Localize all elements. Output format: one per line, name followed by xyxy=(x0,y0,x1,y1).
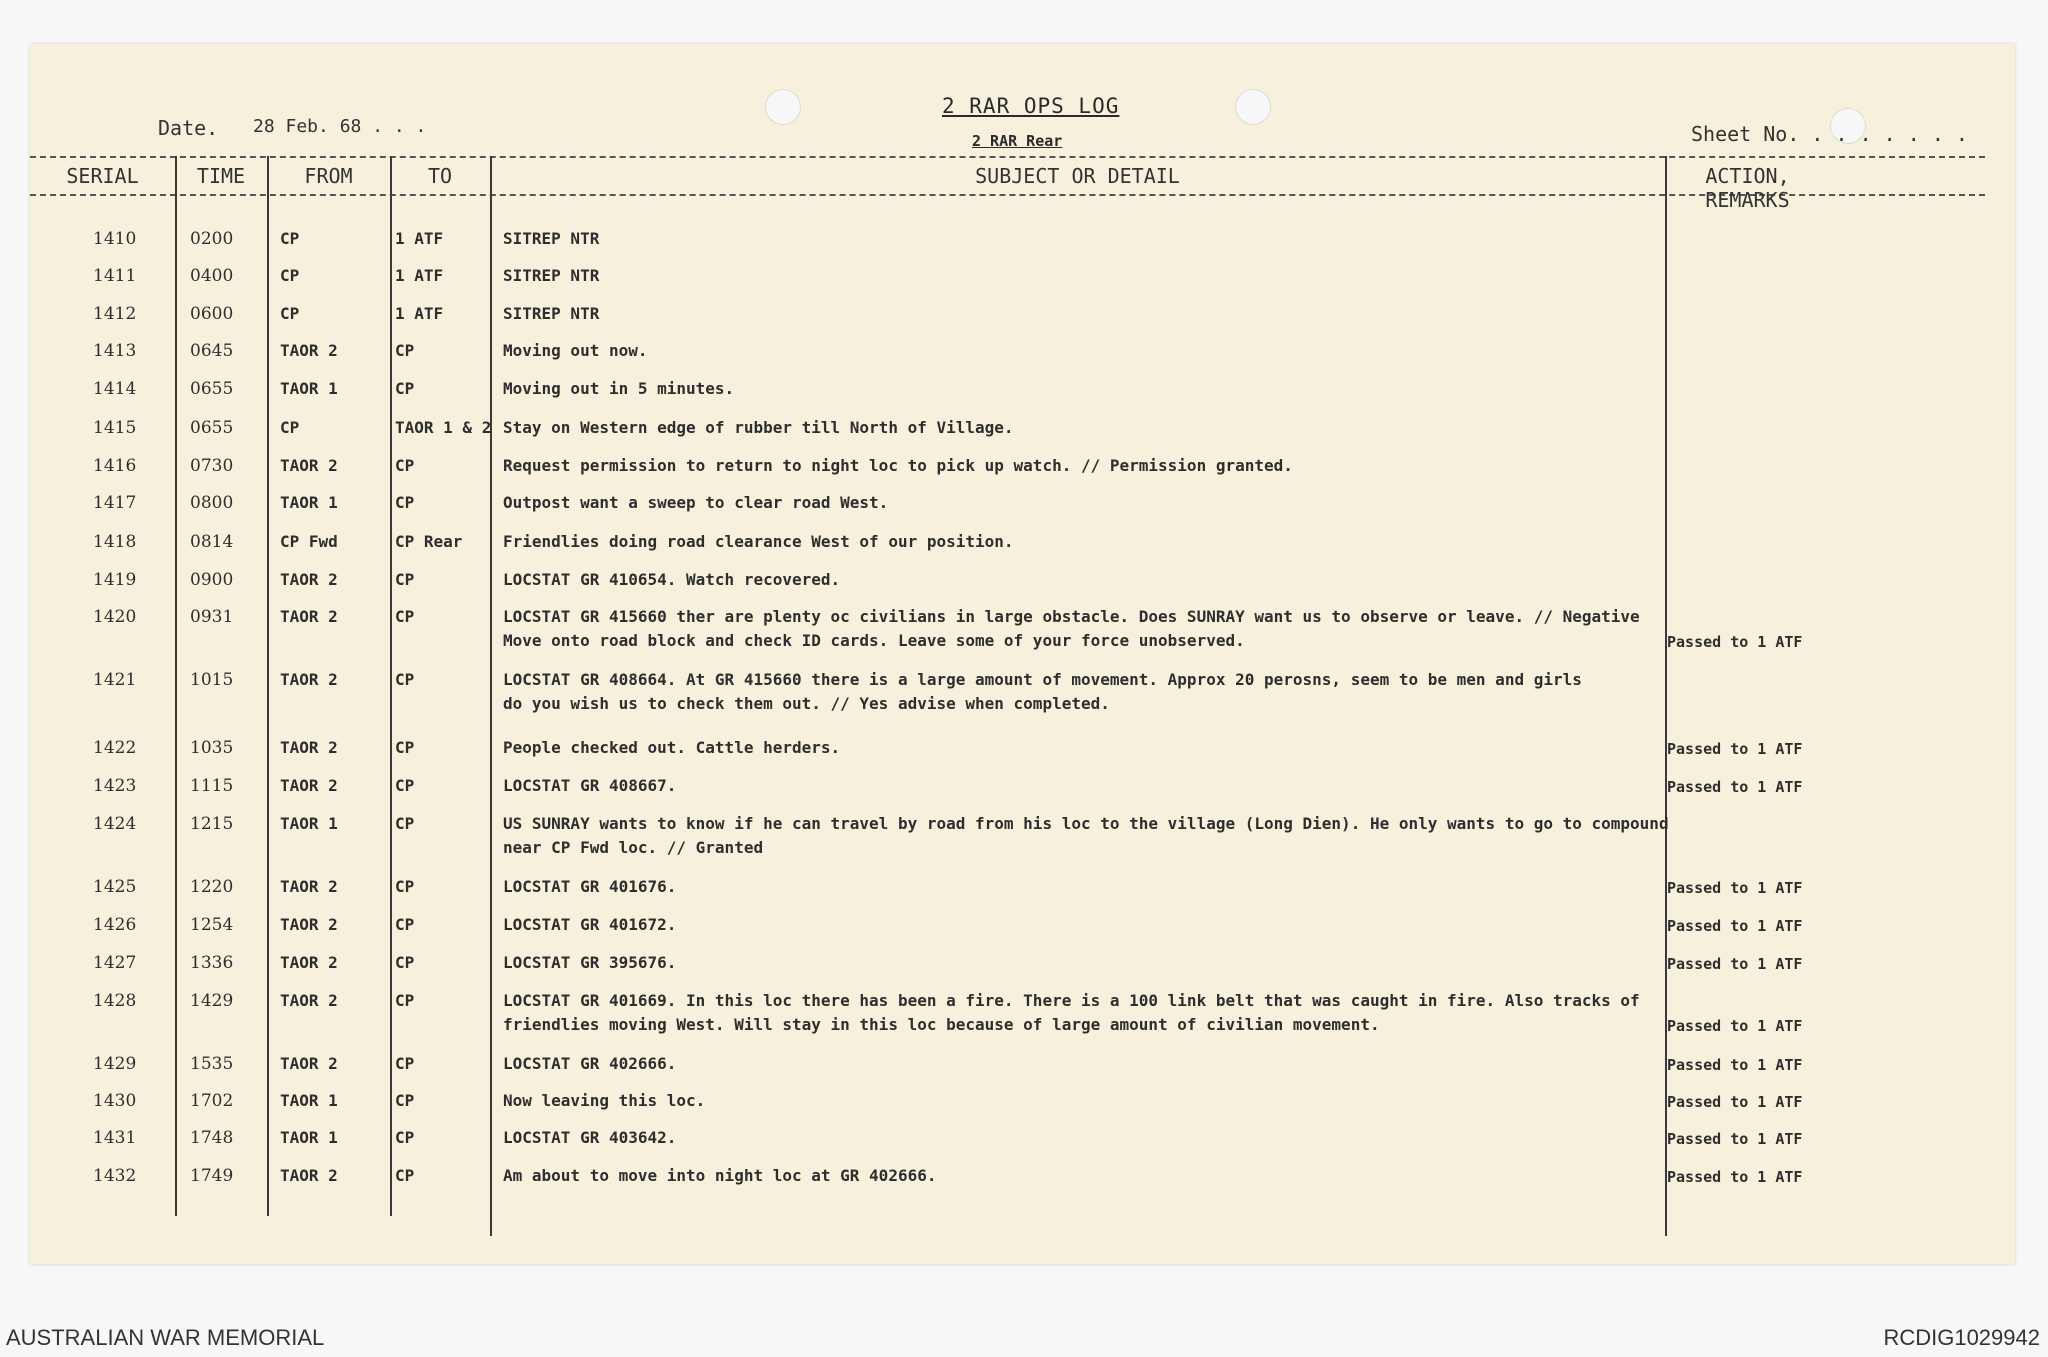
row-detail-line: SITREP NTR xyxy=(503,229,600,248)
row-time: 1702 xyxy=(190,1091,234,1111)
row-time: 1220 xyxy=(190,877,234,897)
row-action: Passed to 1 ATF xyxy=(1667,1093,1803,1111)
row-to: TAOR 1 & 2 xyxy=(395,418,492,437)
row-to: CP xyxy=(395,1054,415,1073)
row-time: 1035 xyxy=(190,738,234,758)
row-from: TAOR 2 xyxy=(280,776,338,795)
row-from: TAOR 2 xyxy=(280,991,338,1010)
footer-archive-name: AUSTRALIAN WAR MEMORIAL xyxy=(6,1325,325,1350)
row-to: CP xyxy=(395,738,415,757)
row-serial: 1431 xyxy=(93,1128,137,1148)
column-header-time: TIME xyxy=(196,164,246,188)
row-serial: 1432 xyxy=(93,1166,137,1186)
row-detail-line: Outpost want a sweep to clear road West. xyxy=(503,493,889,512)
row-serial: 1421 xyxy=(93,670,137,690)
row-serial: 1423 xyxy=(93,776,137,796)
row-serial: 1422 xyxy=(93,738,137,758)
row-from: CP xyxy=(280,418,300,437)
row-to: CP xyxy=(395,1128,415,1147)
column-header-serial: SERIAL xyxy=(66,164,139,188)
sheet-number-label: Sheet No. . . . . . . . xyxy=(1691,122,1968,146)
row-serial: 1418 xyxy=(93,532,137,552)
row-to: CP xyxy=(395,570,415,589)
row-detail-line: LOCSTAT GR 401676. xyxy=(503,877,677,896)
column-divider xyxy=(175,156,177,1216)
row-from: TAOR 2 xyxy=(280,1054,338,1073)
row-serial: 1415 xyxy=(93,418,137,438)
row-detail-line: LOCSTAT GR 401669. In this loc there has been a fire. There is a 100 link belt that was caught in fire. Also tracks of xyxy=(503,991,1640,1010)
punch-hole xyxy=(1235,89,1271,125)
row-detail-line: LOCSTAT GR 408667. xyxy=(503,776,677,795)
page-title: 2 RAR OPS LOG xyxy=(942,94,1120,118)
row-time: 0900 xyxy=(190,570,234,590)
row-action: Passed to 1 ATF xyxy=(1667,917,1803,935)
row-action: Passed to 1 ATF xyxy=(1667,1017,1803,1035)
row-detail-line: LOCSTAT GR 410654. Watch recovered. xyxy=(503,570,841,589)
row-from: TAOR 1 xyxy=(280,379,338,398)
row-detail-line: SITREP NTR xyxy=(503,266,600,285)
row-from: CP xyxy=(280,304,300,323)
row-detail-line: Am about to move into night loc at GR 402666. xyxy=(503,1166,937,1185)
row-detail-line: LOCSTAT GR 403642. xyxy=(503,1128,677,1147)
row-time: 0655 xyxy=(190,379,234,399)
row-time: 1015 xyxy=(190,670,234,690)
row-detail-line: Moving out now. xyxy=(503,341,648,360)
row-from: TAOR 2 xyxy=(280,456,338,475)
row-serial: 1417 xyxy=(93,493,137,513)
row-time: 0814 xyxy=(190,532,234,552)
row-from: CP Fwd xyxy=(280,532,338,551)
row-to: CP xyxy=(395,379,415,398)
row-to: CP xyxy=(395,1091,415,1110)
row-from: CP xyxy=(280,266,300,285)
row-from: TAOR 2 xyxy=(280,915,338,934)
row-time: 1115 xyxy=(190,776,234,796)
row-serial: 1430 xyxy=(93,1091,137,1111)
row-time: 1215 xyxy=(190,814,234,834)
row-detail-line: People checked out. Cattle herders. xyxy=(503,738,841,757)
row-serial: 1427 xyxy=(93,953,137,973)
column-header-action: ACTION, REMARKS xyxy=(1705,164,1790,212)
row-detail-line: Move onto road block and check ID cards. Leave some of your force unobserved. xyxy=(503,631,1245,650)
row-serial: 1414 xyxy=(93,379,137,399)
row-serial: 1416 xyxy=(93,456,137,476)
row-action: Passed to 1 ATF xyxy=(1667,1168,1803,1186)
row-detail-line: LOCSTAT GR 401672. xyxy=(503,915,677,934)
row-time: 0931 xyxy=(190,607,234,627)
row-detail-line: Moving out in 5 minutes. xyxy=(503,379,735,398)
row-from: TAOR 2 xyxy=(280,607,338,626)
row-serial: 1424 xyxy=(93,814,137,834)
row-action: Passed to 1 ATF xyxy=(1667,1130,1803,1148)
row-time: 0655 xyxy=(190,418,234,438)
row-to: CP xyxy=(395,814,415,833)
row-action: Passed to 1 ATF xyxy=(1667,1056,1803,1074)
row-to: CP xyxy=(395,456,415,475)
row-to: CP xyxy=(395,877,415,896)
column-header-subject: SUBJECT OR DETAIL xyxy=(975,164,1180,188)
row-from: TAOR 2 xyxy=(280,341,338,360)
page-subtitle: 2 RAR Rear xyxy=(972,132,1063,150)
row-detail-line: LOCSTAT GR 415660 ther are plenty oc civilians in large obstacle. Does SUNRAY want us to observe or leave. // Negative xyxy=(503,607,1640,626)
row-time: 1254 xyxy=(190,915,234,935)
row-to: CP xyxy=(395,776,415,795)
row-detail-line: friendlies moving West. Will stay in this loc because of large amount of civilian movement. xyxy=(503,1015,1380,1034)
row-time: 0200 xyxy=(190,229,234,249)
row-serial: 1413 xyxy=(93,341,137,361)
column-header-to: TO xyxy=(427,164,453,188)
row-to: CP xyxy=(395,493,415,512)
row-detail-line: LOCSTAT GR 402666. xyxy=(503,1054,677,1073)
row-to: CP xyxy=(395,607,415,626)
row-serial: 1420 xyxy=(93,607,137,627)
row-serial: 1412 xyxy=(93,304,137,324)
row-detail-line: LOCSTAT GR 395676. xyxy=(503,953,677,972)
row-from: TAOR 1 xyxy=(280,814,338,833)
row-time: 1429 xyxy=(190,991,234,1011)
row-from: TAOR 2 xyxy=(280,877,338,896)
row-serial: 1426 xyxy=(93,915,137,935)
row-from: TAOR 2 xyxy=(280,953,338,972)
row-from: TAOR 2 xyxy=(280,570,338,589)
row-detail-line: LOCSTAT GR 408664. At GR 415660 there is a large amount of movement. Approx 20 perosns, seem to be men and girls xyxy=(503,670,1582,689)
row-from: TAOR 1 xyxy=(280,493,338,512)
row-detail-line: near CP Fwd loc. // Granted xyxy=(503,838,764,857)
row-from: TAOR 2 xyxy=(280,670,338,689)
row-time: 1535 xyxy=(190,1054,234,1074)
column-divider xyxy=(490,156,492,1236)
date-value: 28 Feb. 68 . . . xyxy=(253,116,427,137)
log-sheet xyxy=(30,44,2015,1264)
row-action: Passed to 1 ATF xyxy=(1667,879,1803,897)
row-detail-line: Friendlies doing road clearance West of our position. xyxy=(503,532,1014,551)
row-serial: 1419 xyxy=(93,570,137,590)
punch-hole xyxy=(765,89,801,125)
row-to: 1 ATF xyxy=(395,266,444,285)
row-time: 0600 xyxy=(190,304,234,324)
row-action: Passed to 1 ATF xyxy=(1667,955,1803,973)
row-to: CP xyxy=(395,991,415,1010)
row-time: 1336 xyxy=(190,953,234,973)
row-time: 1749 xyxy=(190,1166,234,1186)
column-header-from: FROM xyxy=(304,164,353,188)
row-detail-line: Stay on Western edge of rubber till North of Village. xyxy=(503,418,1014,437)
row-from: TAOR 2 xyxy=(280,738,338,757)
header-top-rule xyxy=(30,156,1985,158)
row-action: Passed to 1 ATF xyxy=(1667,778,1803,796)
row-time: 0645 xyxy=(190,341,234,361)
row-serial: 1410 xyxy=(93,229,137,249)
row-serial: 1429 xyxy=(93,1054,137,1074)
row-time: 0400 xyxy=(190,266,234,286)
row-to: CP xyxy=(395,953,415,972)
column-divider xyxy=(267,156,269,1216)
row-from: TAOR 1 xyxy=(280,1128,338,1147)
row-detail-line: Now leaving this loc. xyxy=(503,1091,706,1110)
row-action: Passed to 1 ATF xyxy=(1667,740,1803,758)
row-to: CP Rear xyxy=(395,532,463,551)
row-to: 1 ATF xyxy=(395,304,444,323)
row-time: 0730 xyxy=(190,456,234,476)
row-to: CP xyxy=(395,670,415,689)
row-serial: 1425 xyxy=(93,877,137,897)
row-from: TAOR 2 xyxy=(280,1166,338,1185)
row-to: CP xyxy=(395,915,415,934)
row-serial: 1411 xyxy=(93,266,137,286)
row-detail-line: Request permission to return to night loc to pick up watch. // Permission granted. xyxy=(503,456,1293,475)
row-time: 0800 xyxy=(190,493,234,513)
row-detail-line: US SUNRAY wants to know if he can travel by road from his loc to the village (Long Dien). He only wants to go to compound xyxy=(503,814,1669,833)
row-to: CP xyxy=(395,341,415,360)
column-divider xyxy=(390,156,392,1216)
column-divider xyxy=(1665,156,1667,1236)
row-to: 1 ATF xyxy=(395,229,444,248)
row-serial: 1428 xyxy=(93,991,137,1011)
row-detail-line: SITREP NTR xyxy=(503,304,600,323)
row-detail-line: do you wish us to check them out. // Yes advise when completed. xyxy=(503,694,1110,713)
footer-record-id: RCDIG1029942 xyxy=(1883,1325,2040,1350)
row-to: CP xyxy=(395,1166,415,1185)
row-time: 1748 xyxy=(190,1128,234,1148)
row-from: TAOR 1 xyxy=(280,1091,338,1110)
row-action: Passed to 1 ATF xyxy=(1667,633,1803,651)
row-from: CP xyxy=(280,229,300,248)
date-label: Date. xyxy=(158,116,219,140)
